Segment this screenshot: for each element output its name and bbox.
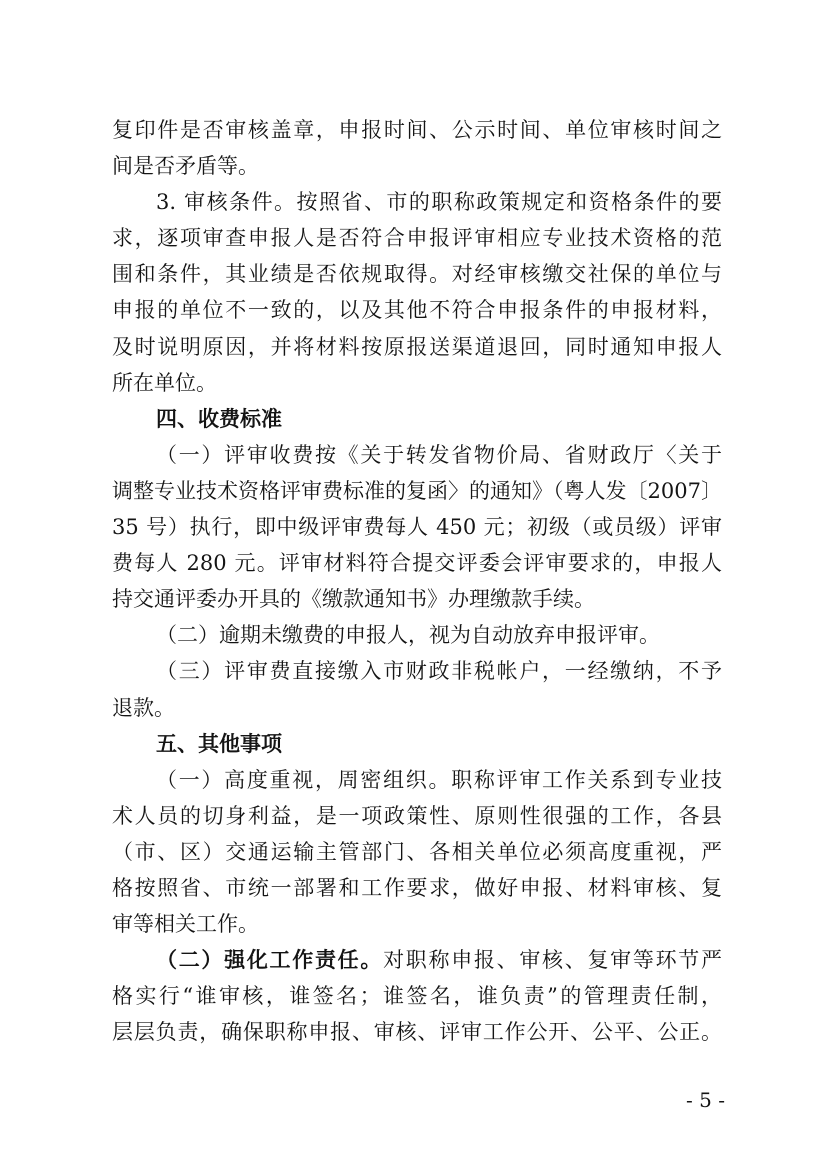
- text-line: 3. 审核条件。按照省、市的职称政策规定和资格条件的要: [156, 190, 722, 215]
- text-line: （二）逾期未缴费的申报人，视为自动放弃申报评审。: [156, 623, 660, 648]
- text-line: 持交通评委办开具的《缴款通知书》办理缴款手续。: [112, 587, 595, 612]
- subsection-lead: （二）强化工作责任。: [156, 947, 384, 973]
- text-line: （一）评审收费按《关于转发省物价局、省财政厅〈关于: [156, 442, 722, 467]
- text-line: 复印件是否审核盖章，申报时间、公示时间、单位审核时间之: [112, 118, 722, 142]
- text-line: （三）评审费直接缴入市财政非税帐户，一经缴纳，不予: [156, 659, 722, 684]
- text-line: 间是否矛盾等。: [112, 154, 259, 179]
- text-line: 35 号）执行，即中级评审费每人 450 元；初级（或员级）评审: [112, 515, 722, 540]
- text-line: 调整专业技术资格评审费标准的复函〉的通知》（粤人发〔2007〕: [112, 478, 722, 503]
- text-line: （市、区）交通运输主管部门、各相关单位必须高度重视，严: [112, 839, 722, 864]
- page-number: - 5 -: [686, 1088, 725, 1112]
- section-heading: 四、收费标准: [156, 405, 282, 431]
- text-line: 费每人 280 元。评审材料符合提交评委会评审要求的，申报人: [112, 551, 722, 576]
- section-heading: 五、其他事项: [156, 730, 282, 756]
- text-line: 层层负责，确保职称申报、审核、评审工作公开、公平、公正。: [112, 1020, 722, 1045]
- text-line: 术人员的切身利益，是一项政策性、原则性很强的工作，各县: [112, 803, 722, 828]
- text-line: 申报的单位不一致的，以及其他不符合申报条件的申报材料，: [112, 298, 722, 323]
- text-line: 退款。: [112, 695, 175, 720]
- text-line: 围和条件，其业绩是否依规取得。对经审核缴交社保的单位与: [112, 262, 722, 287]
- text-line: 所在单位。: [112, 370, 217, 395]
- body-text: [112, 112, 722, 1050]
- text-line: 及时说明原因，并将材料按原报送渠道退回，同时通知申报人: [112, 334, 722, 359]
- text-line: [112, 942, 722, 978]
- text-line: 审等相关工作。: [112, 912, 259, 937]
- text-line-rest: 对职称申报、审核、复审等环节严: [383, 948, 723, 973]
- text-line: 格实行“谁审核，谁签名；谁签名，谁负责”的管理责任制，: [112, 984, 722, 1009]
- text-line: 格按照省、市统一部署和工作要求，做好申报、材料审核、复: [112, 875, 722, 900]
- text-line: （一）高度重视，周密组织。职称评审工作关系到专业技: [156, 767, 722, 792]
- text-line: 求，逐项审查申报人是否符合申报评审相应专业技术资格的范: [112, 226, 722, 251]
